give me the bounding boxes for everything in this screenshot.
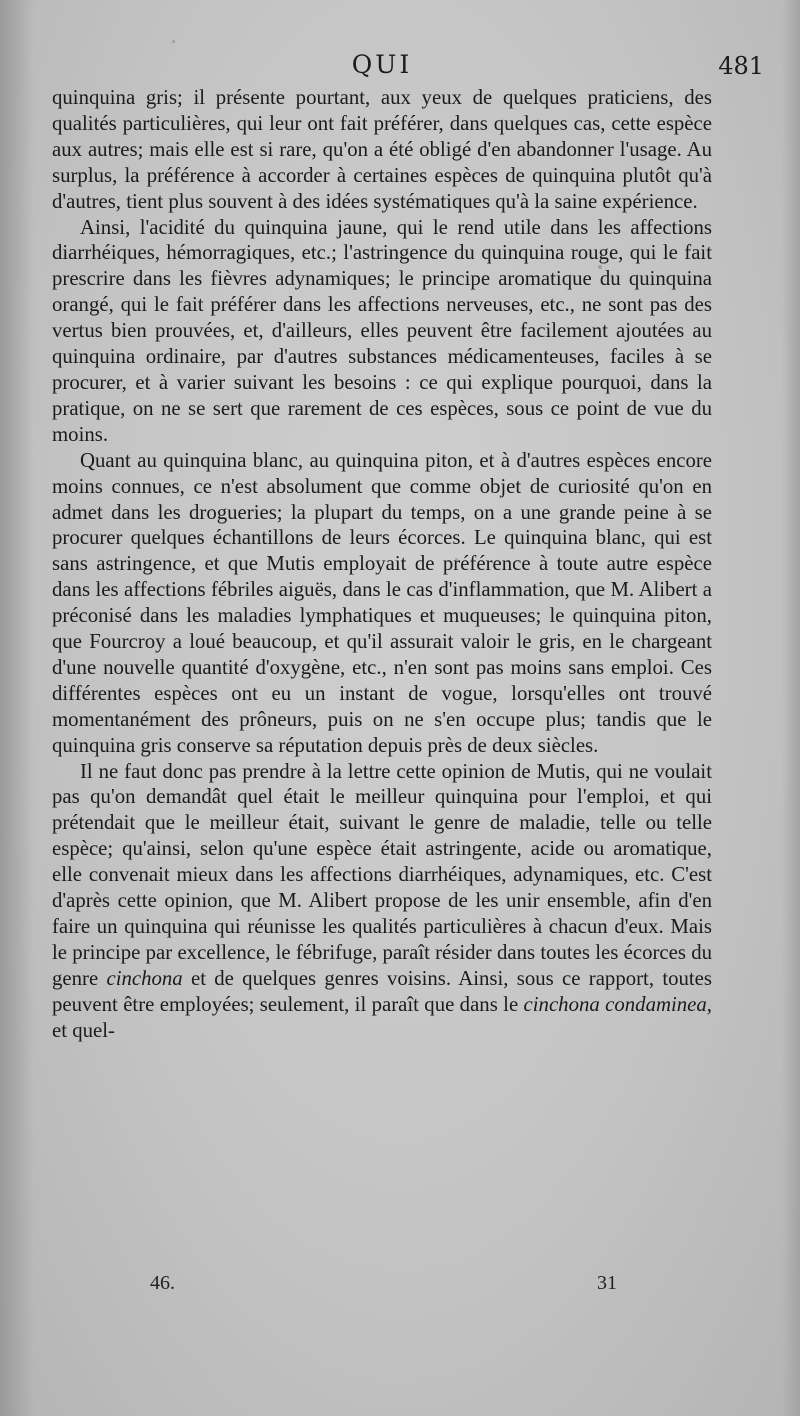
text-run: Il ne faut donc pas prendre à la lettre cette opinion de Mutis, qui ne voulait pas qu'on demandât quel était le meilleur quinquina pour l'emploi, et qui prétendait que le meilleur était, suivant le genre de maladie, telle ou telle espèce; qu'ainsi, selon qu'une espèce était astringente, acide ou aromatique, elle convenait mieux dans les affections diarrhéiques, adynamiques, etc. C'est d'après cette opinion, que M. Alibert propose de les unir ensemble, afin d'en faire un quinquina qui réunisse les qualités particulières à chacun d'eux. Mais le principe par excellence, le fébrifuge, paraît résider dans toutes les écorces du genre [52, 759, 712, 990]
text-run: , et quel- [52, 992, 712, 1042]
paragraph [52, 85, 712, 215]
signature-mark-left: 46. [150, 1272, 175, 1294]
italic-term: cinchona condaminea [523, 992, 707, 1016]
text-run: Ainsi, l'acidité du quinquina jaune, qui le rend utile dans les affections diarrhéiques, hémorragiques, etc.; l'astringence du quinquina rouge, qui le fait prescrire dans les fièvres adynamiques; le principe aromatique du quinquina orangé, qui le fait préférer dans les affections nerveuses, etc., ne sont pas des vertus bien prouvées, et, d'ailleurs, elles peuvent être facilement ajoutées au quinquina ordinaire, par d'autres substances médicamenteuses, faciles à se procurer, et à varier suivant les besoins : ce qui explique pourquoi, dans la pratique, on ne se sert que rarement de ces espèces, sous ce point de vue du moins. [52, 215, 712, 446]
ink-spot [172, 40, 175, 43]
text-run: quinquina gris; il présente pourtant, aux yeux de quelques praticiens, des qualités particulières, qui leur ont fait préférer, dans quelques cas, cette espèce aux autres; mais elle est si rare, qu'on a été obligé d'en abandonner l'usage. Au surplus, la préférence à accorder à certaines espèces de quinquina plutôt qu'à d'autres, tient plus souvent à des idées systématiques qu'à la saine expérience. [52, 86, 712, 213]
paragraph [52, 215, 712, 448]
page-header [52, 50, 764, 90]
running-head: QUI [351, 50, 413, 79]
text-run: et de quelques genres voisins. Ainsi, sous ce rapport, toutes peuvent être employées; seulement, il paraît que dans le [52, 966, 712, 1016]
paragraph [52, 448, 712, 759]
signature-mark-right: 31 [597, 1272, 617, 1294]
page-number: 481 [718, 52, 764, 80]
paragraph [52, 759, 712, 1044]
page-footer [52, 1272, 712, 1302]
text-run: Quant au quinquina blanc, au quinquina piton, et à d'autres espèces encore moins connues, ce n'est absolument que comme objet de curiosité qu'on en admet dans les drogueries; la plupart du temps, on a une grande peine à se procurer quelques échantillons de leurs écorces. Le quinquina blanc, qui est sans astringence, et que Mutis employait de préférence à toute autre espèce dans les affections fébriles aiguës, dans le cas d'inflammation, que M. Alibert a préconisé dans les maladies lymphatiques et muqueuses; le quinquina piton, que Fourcroy a loué beaucoup, et qu'il assurait valoir le gris, en le chargeant d'une nouvelle quantité d'oxygène, etc., n'en sont pas moins sans emploi. Ces différentes espèces ont eu un instant de vogue, lorsqu'elles ont trouvé momentanément des prôneurs, puis on ne s'en occupe plus; tandis que le quinquina gris conserve sa réputation depuis près de deux siècles. [52, 448, 712, 757]
italic-term: cinchona [106, 966, 183, 990]
body-text [52, 85, 712, 1044]
